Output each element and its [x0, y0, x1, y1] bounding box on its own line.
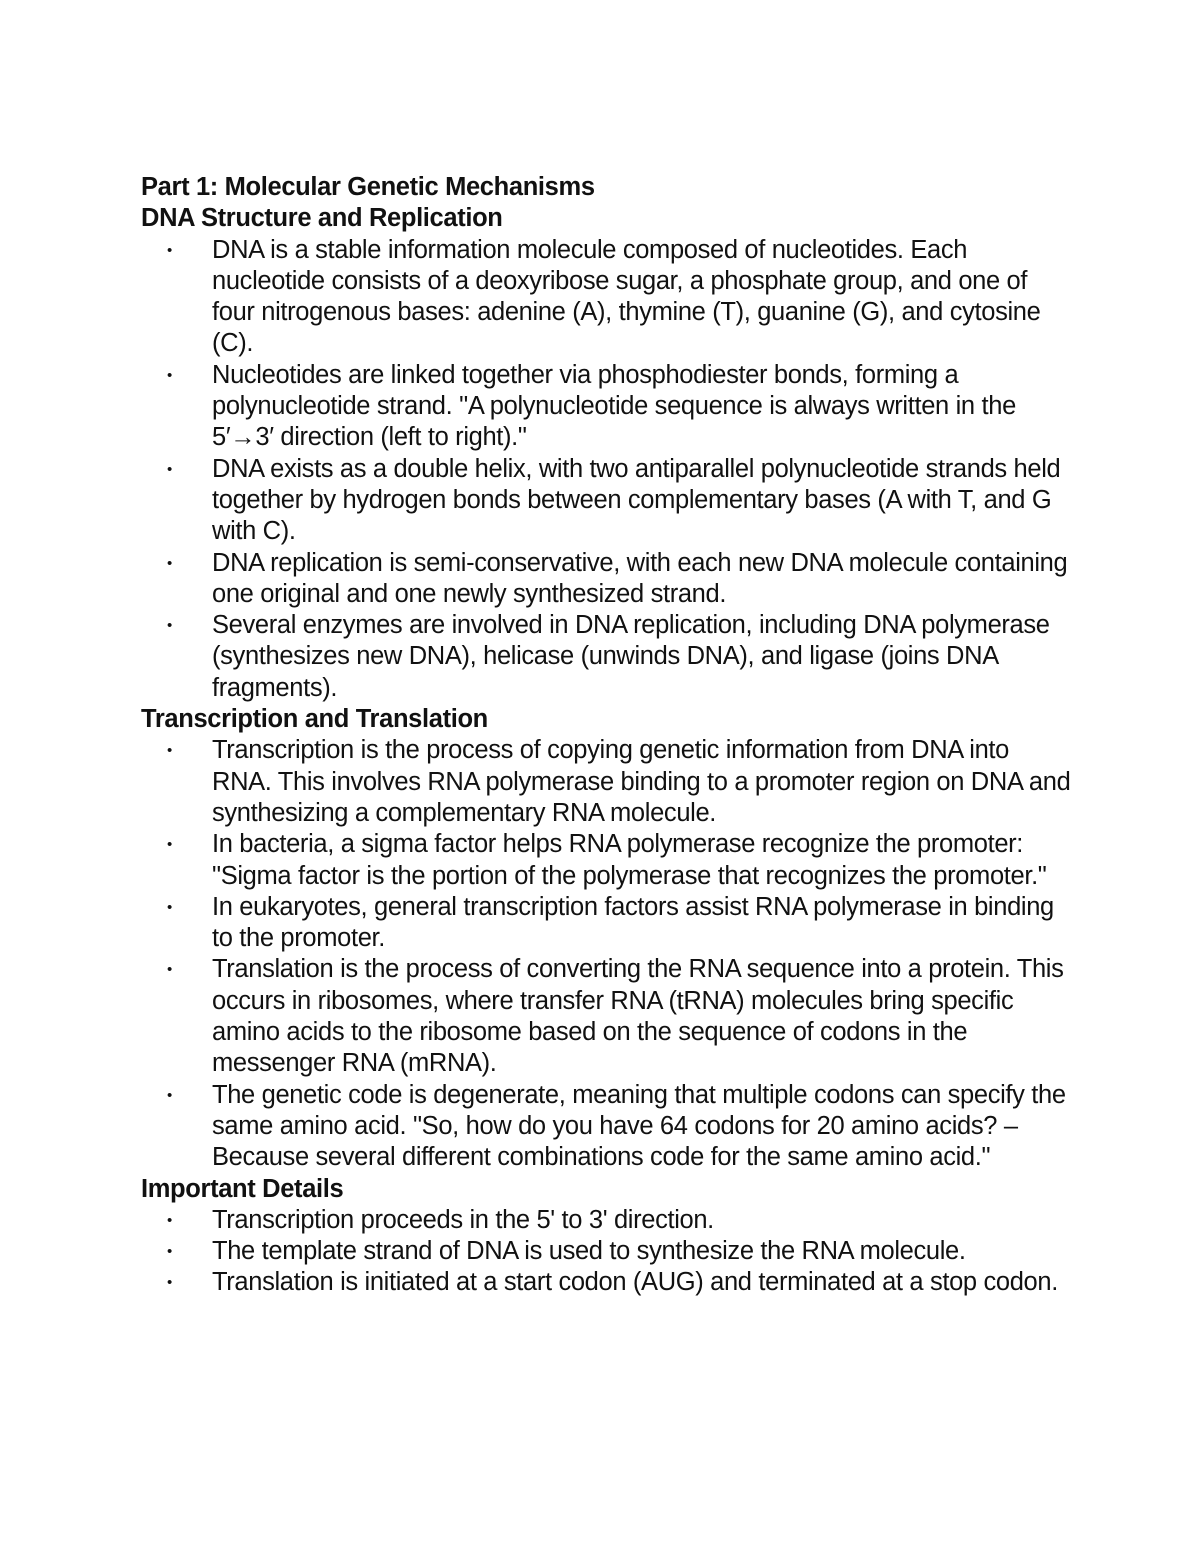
list-item-text: DNA exists as a double helix, with two antiparallel polynucleotide strands held together by hydrogen bonds between complementary bases (A with T, and G with C).	[212, 454, 1061, 546]
list-item-text: DNA replication is semi-conservative, with each new DNA molecule containing one original and one newly synthesized strand.	[212, 548, 1068, 608]
list-item-text: Translation is initiated at a start codon (AUG) and terminated at a stop codon.	[212, 1268, 1058, 1297]
bullet-icon: •	[167, 366, 172, 384]
list-item	[141, 735, 1071, 829]
list-item-text: Transcription proceeds in the 5' to 3' direction.	[212, 1205, 714, 1234]
bullet-list-transcription-translation	[141, 735, 1071, 1173]
list-item-text: In eukaryotes, general transcription factors assist RNA polymerase in binding to the promoter.	[212, 892, 1054, 953]
bullet-icon: •	[167, 836, 172, 854]
section-heading-important-details: Important Details	[141, 1174, 344, 1203]
list-item-text: DNA is a stable information molecule composed of nucleotides. Each nucleotide consists of a deoxyribose sugar, a phosphate group, and one of four nitrogenous bases: adenine (A), thymine (T), guanine (G), and cytosine (C).	[212, 235, 1041, 358]
section-heading-dna-structure: DNA Structure and Replication	[141, 204, 503, 233]
bullet-icon: •	[167, 1211, 172, 1229]
list-item	[141, 1080, 1071, 1174]
list-item-text: The genetic code is degenerate, meaning that multiple codons can specify the same amino acid. "So, how do you have 64 codons for 20 amino acids? – Because several different combinations code for the same amino acid."	[212, 1080, 1066, 1172]
part-title: Part 1: Molecular Genetic Mechanisms	[141, 173, 595, 201]
bullet-icon: •	[167, 898, 172, 916]
bullet-icon: •	[167, 1243, 172, 1261]
list-item-text: Several enzymes are involved in DNA replication, including DNA polymerase (synthesizes new DNA), helicase (unwinds DNA), and ligase (joins DNA fragments).	[212, 611, 1050, 702]
list-item-text: Transcription is the process of copying genetic information from DNA into RNA. This involves RNA polymerase binding to a promoter region on DNA and synthesizing a complementary RNA molecule.	[212, 736, 1071, 827]
list-item	[141, 548, 1071, 611]
section-heading-transcription-translation: Transcription and Translation	[141, 705, 488, 734]
list-item	[141, 954, 1071, 1079]
list-item	[141, 454, 1071, 548]
list-item-text: Translation is the process of converting the RNA sequence into a protein. This occurs in ribosomes, where transfer RNA (tRNA) molecules bring specific amino acids to the ribosome based on the sequence of codons in the messenger RNA (mRNA).	[212, 955, 1064, 1078]
list-item	[141, 829, 1071, 892]
bullet-list-dna-structure	[141, 235, 1071, 704]
list-item-text: In bacteria, a sigma factor helps RNA polymerase recognize the promoter: "Sigma factor is the portion of the polymerase that recognizes the promoter."	[212, 830, 1047, 890]
list-item	[141, 235, 1071, 360]
list-item	[141, 360, 1071, 454]
bullet-icon: •	[167, 1274, 172, 1292]
bullet-list-important-details	[141, 1205, 1071, 1299]
bullet-icon: •	[167, 742, 172, 760]
list-item	[141, 1267, 1071, 1298]
list-item-text: The template strand of DNA is used to synthesize the RNA molecule.	[212, 1237, 966, 1266]
list-item	[141, 1205, 1071, 1236]
bullet-icon: •	[167, 617, 172, 635]
list-item-text: Nucleotides are linked together via phosphodiester bonds, forming a polynucleotide strand. "A polynucleotide sequence is always written in the 5′→3′ direction (left to right)."	[212, 360, 1016, 452]
bullet-icon: •	[167, 554, 172, 572]
document-page	[141, 172, 1071, 1299]
bullet-icon: •	[167, 1086, 172, 1104]
bullet-icon: •	[167, 241, 172, 259]
list-item	[141, 1236, 1071, 1267]
bullet-icon: •	[167, 460, 172, 478]
list-item	[141, 892, 1071, 955]
bullet-icon: •	[167, 961, 172, 979]
list-item	[141, 610, 1071, 704]
